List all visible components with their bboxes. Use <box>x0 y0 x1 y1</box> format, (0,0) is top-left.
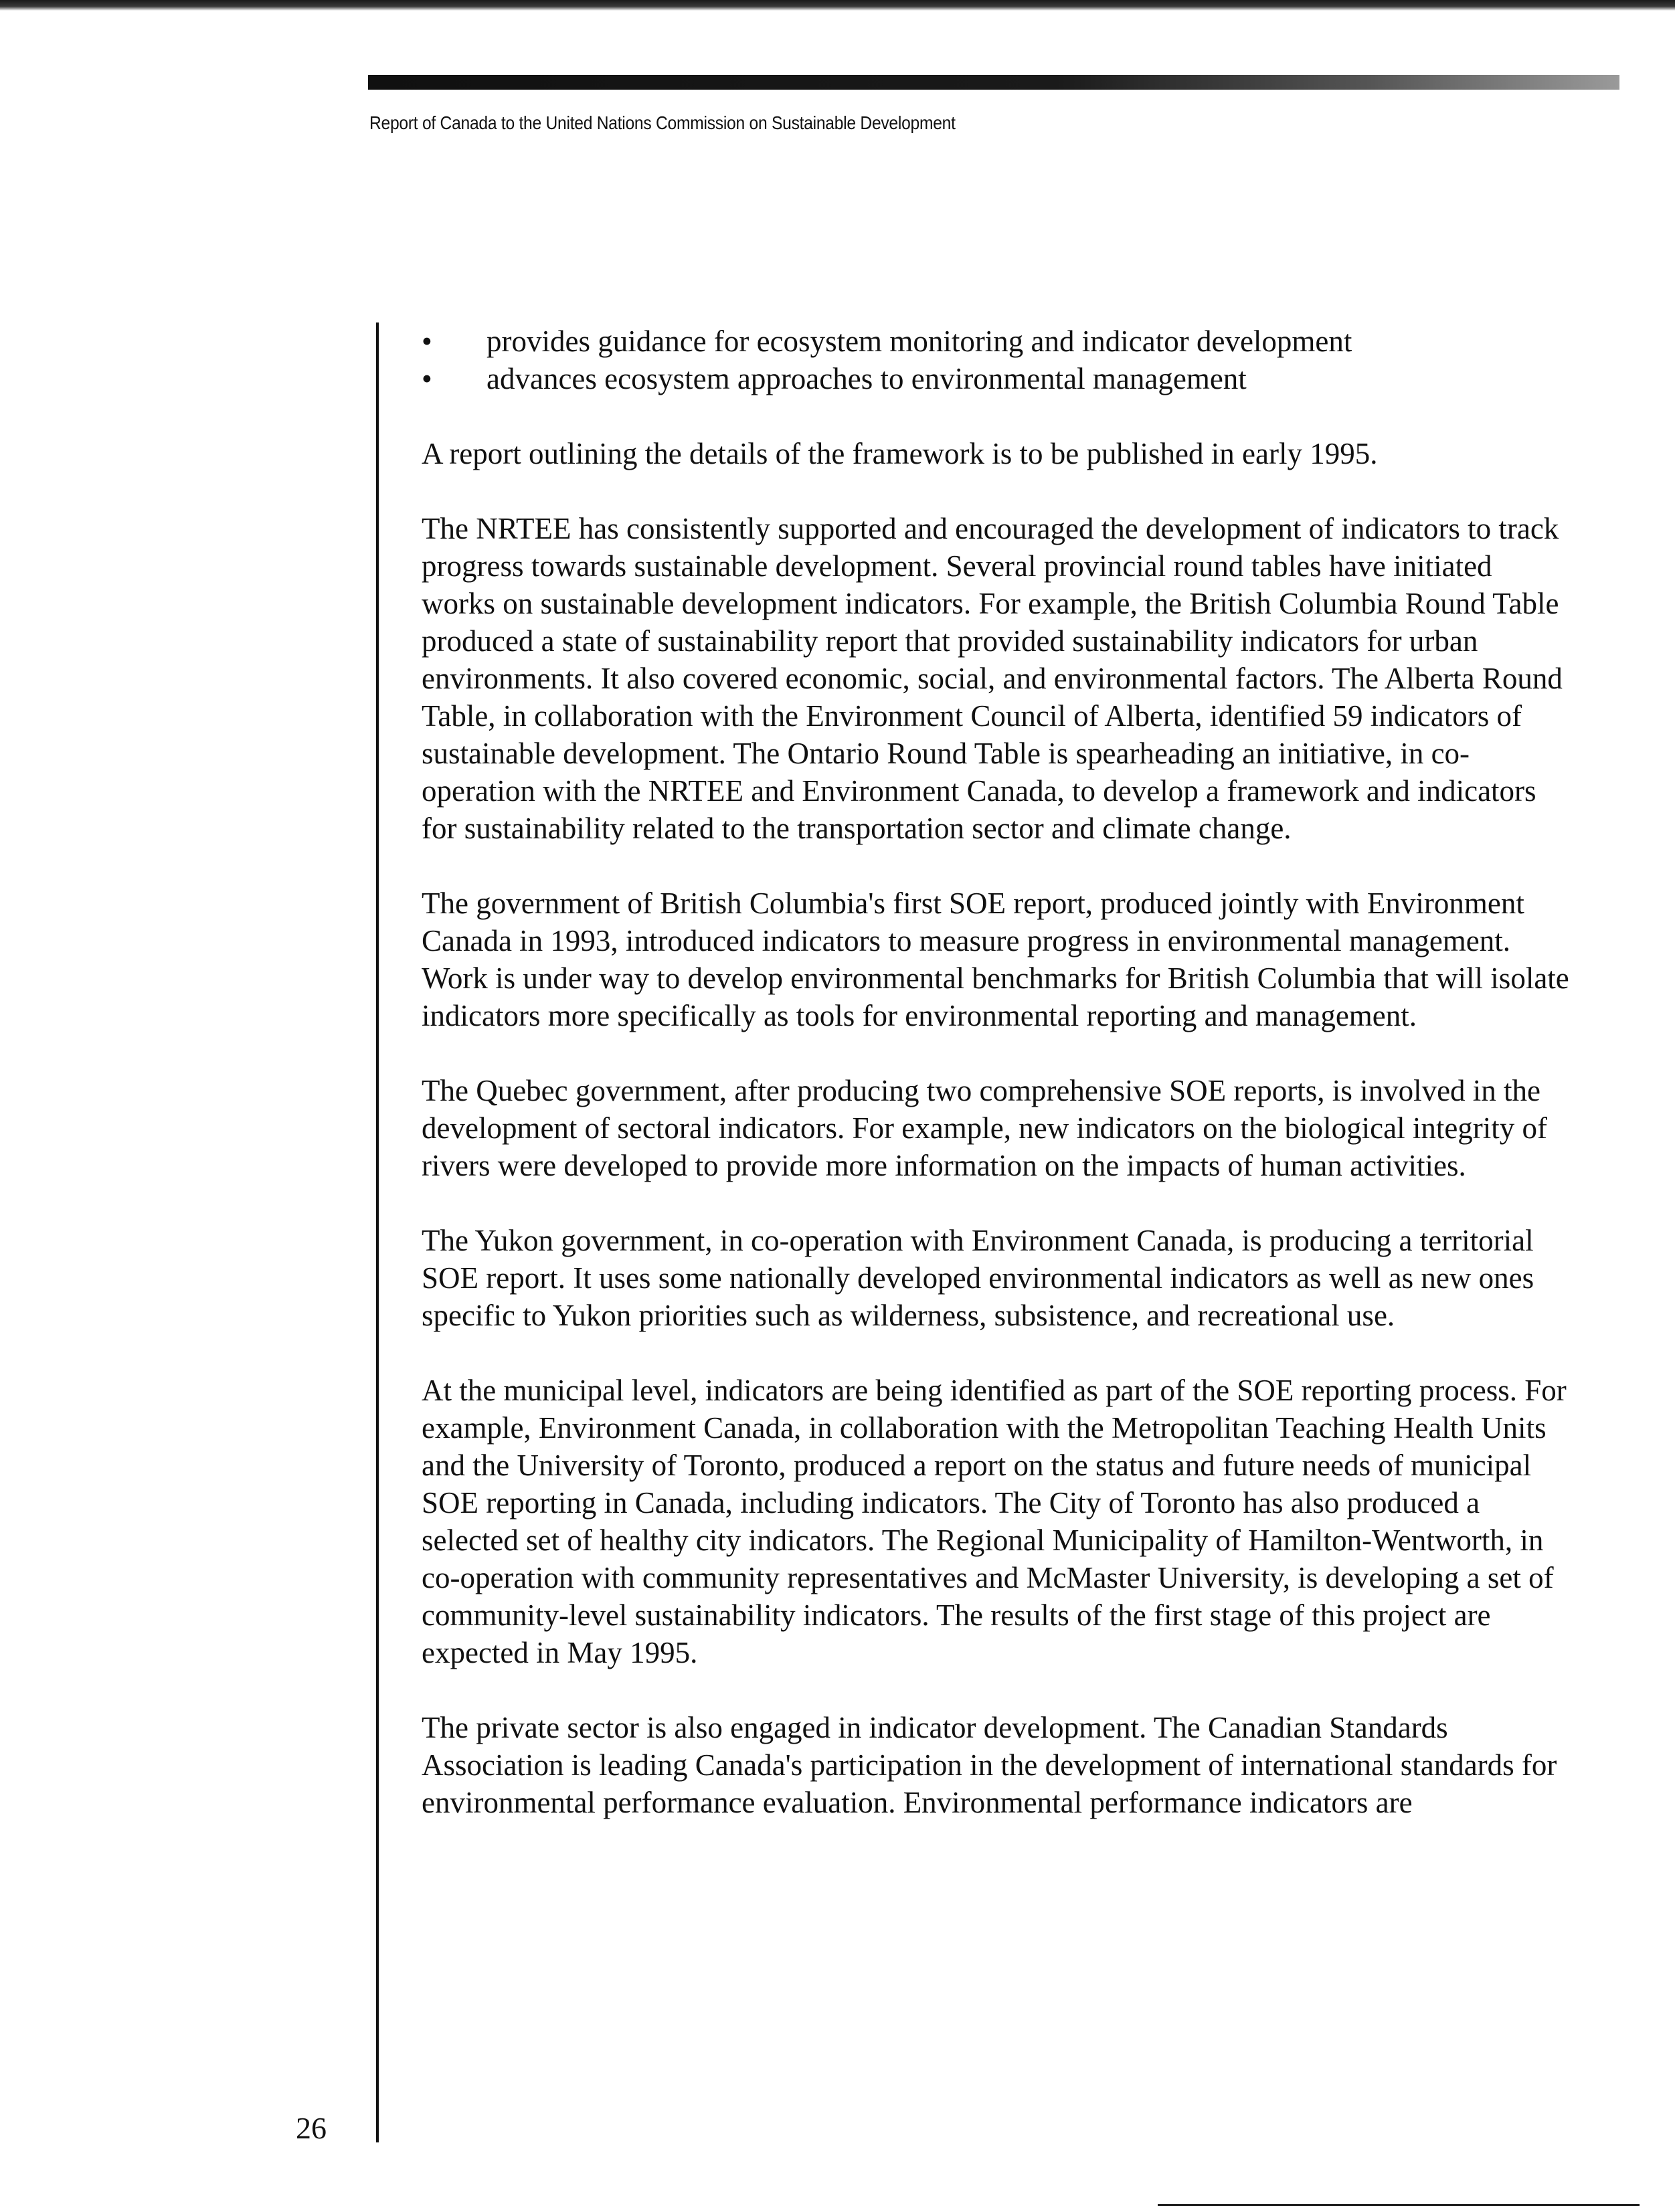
margin-rule <box>376 322 379 2142</box>
header-rule <box>368 75 1619 90</box>
bottom-edge-mark <box>1158 2204 1640 2206</box>
paragraph-framework-report: A report outlining the details of the framework is to be published in early 1995. <box>422 437 1378 470</box>
paragraph-yukon: The Yukon government, in co-operation with Environment Canada, is producing a territorial SOE report. It uses some nationally developed environmental indicators as well as new ones specific to Yukon priorities such as wilderness, subsistence, and recreational use. <box>422 1224 1534 1332</box>
running-header: Report of Canada to the United Nations Commission on Sustainable Development <box>369 112 956 133</box>
bullet-item: • provides guidance for ecosystem monitoring and indicator development <box>422 322 1573 360</box>
paragraph-british-columbia: The government of British Columbia's first SOE report, produced jointly with Environment Canada in 1993, introduced indicators to measure progress in environmental management. Work is under way to develop environmental benchmarks for British Columbia that will isolate indicators more specifically as tools for environmental reporting and management. <box>422 887 1569 1032</box>
paragraph-nrtee: The NRTEE has consistently supported and encouraged the development of indicators to track progress towards sustainable development. Several provincial round tables have initiated works on sustainable development indicators. For example, the British Columbia Round Table produced a state of sustainability report that provided sustainability indicators for urban environments. It also covered economic, social, and environmental factors. The Alberta Round Table, in collaboration with the Environment Council of Alberta, identified 59 indicators of sustainable development. The Ontario Round Table is spearheading an initiative, in co-operation with the NRTEE and Environment Canada, to develop a framework and indicators for sustainability related to the transportation sector and climate change. <box>422 512 1563 845</box>
paragraph-municipal: At the municipal level, indicators are being identified as part of the SOE reporting process. For example, Environment Canada, in collaboration with the Metropolitan Teaching Health Units and the University of Toronto, produced a report on the status and future needs of municipal SOE reporting in Canada, including indicators. The City of Toronto has also produced a selected set of healthy city indicators. The Regional Municipality of Hamilton-Wentworth, in co-operation with community representatives and McMaster University, is developing a set of community-level sustainability indicators. The results of the first stage of this project are expected in May 1995. <box>422 1374 1567 1669</box>
scan-top-edge <box>0 0 1675 11</box>
bullet-list <box>422 322 1573 397</box>
bullet-item: • advances ecosystem approaches to environmental management <box>422 360 1573 397</box>
paragraph-private-sector: The private sector is also engaged in indicator development. The Canadian Standards Association is leading Canada's participation in the development of international standards for environmental performance evaluation. Environmental performance indicators are <box>422 1711 1557 1819</box>
paragraph-quebec: The Quebec government, after producing two comprehensive SOE reports, is involved in the development of sectoral indicators. For example, new indicators on the biological integrity of rivers were developed to provide more information on the impacts of human activities. <box>422 1074 1548 1182</box>
body-text <box>422 322 1573 1821</box>
page-number: 26 <box>296 2111 327 2145</box>
